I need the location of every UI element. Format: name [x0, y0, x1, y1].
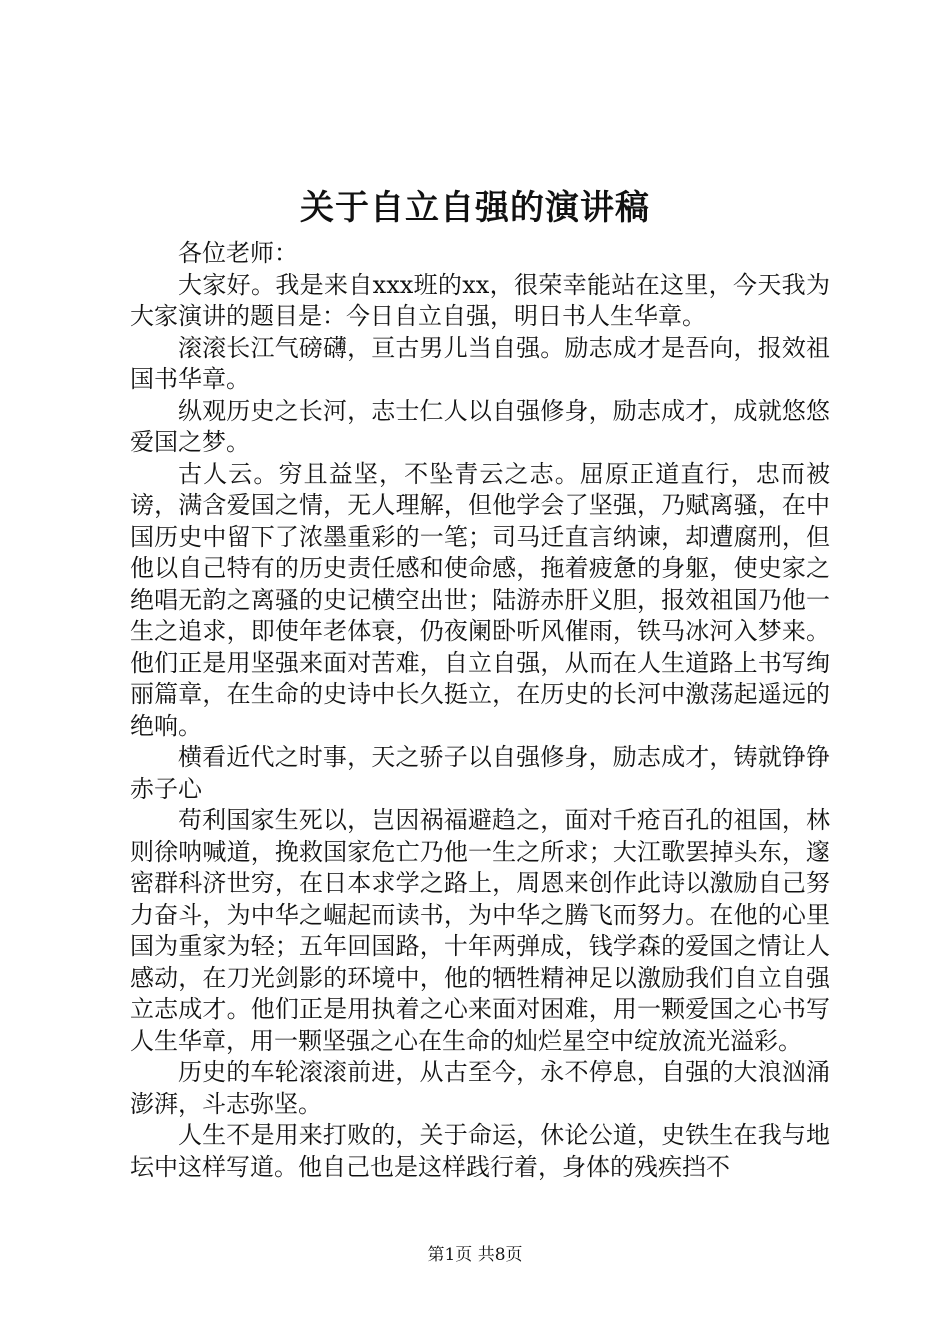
page-number-footer: 第1页 共8页 [427, 1245, 523, 1265]
paragraph: 历史的车轮滚滚前进，从古至今，永不停息，自强的大浪汹涌澎湃，斗志弥坚。 [130, 1058, 830, 1118]
paragraph: 苟利国家生死以，岂因祸福避趋之，面对千疮百孔的祖国，林则徐呐喊道，挽救国家危亡乃他一生之所求；大江歌罢掉头东，邃密群科济世穷，在日本求学之路上，周恩来创作此诗以激励自己努力奋斗，为中华之崛起而读书，为中华之腾飞而努力。在他的心里国为重家为轻；五年回国路，十年两弹成，钱学森的爱国之情让人感动，在刀光剑影的环境中，他的牺牲精神足以激励我们自立自强立志成才。他们正是用执着之心来面对困难，用一颗爱国之心书写人生华章，用一颗坚强之心在生命的灿烂星空中绽放流光溢彩。 [130, 806, 830, 1055]
paragraph-salutation: 各位老师： [178, 239, 298, 267]
paragraph: 人生不是用来打败的，关于命运，休论公道，史铁生在我与地坛中这样写道。他自己也是这样践行着，身体的残疾挡不 [130, 1121, 830, 1181]
paragraph: 滚滚长江气磅礴，亘古男儿当自强。励志成才是吾向，报效祖国书华章。 [130, 333, 830, 393]
paragraph: 横看近代之时事，天之骄子以自强修身，励志成才，铸就铮铮赤子心 [130, 743, 830, 803]
document-body [130, 238, 830, 1183]
paragraph: 古人云。穷且益坚，不坠青云之志。屈原正道直行，忠而被谤，满含爱国之情，无人理解，但他学会了坚强，乃赋离骚，在中国历史中留下了浓墨重彩的一笔；司马迁直言纳谏，却遭腐刑，但他以自己特有的历史责任感和使命感，拖着疲惫的身躯，使史家之绝唱无韵之离骚的史记横空出世；陆游赤肝义胆，报效祖国乃他一生之追求，即使年老体衰，仍夜阑卧听风催雨，铁马冰河入梦来。他们正是用坚强来面对苦难，自立自强，从而在人生道路上书写绚丽篇章，在生命的史诗中长久挺立，在历史的长河中激荡起遥远的绝响。 [130, 459, 830, 740]
paragraph: 大家好。我是来自xxx班的xx，很荣幸能站在这里，今天我为大家演讲的题目是：今日自立自强，明日书人生华章。 [130, 270, 830, 330]
document-title: 关于自立自强的演讲稿 [300, 188, 650, 228]
paragraph: 纵观历史之长河，志士仁人以自强修身，励志成才，成就悠悠爱国之梦。 [130, 396, 830, 456]
